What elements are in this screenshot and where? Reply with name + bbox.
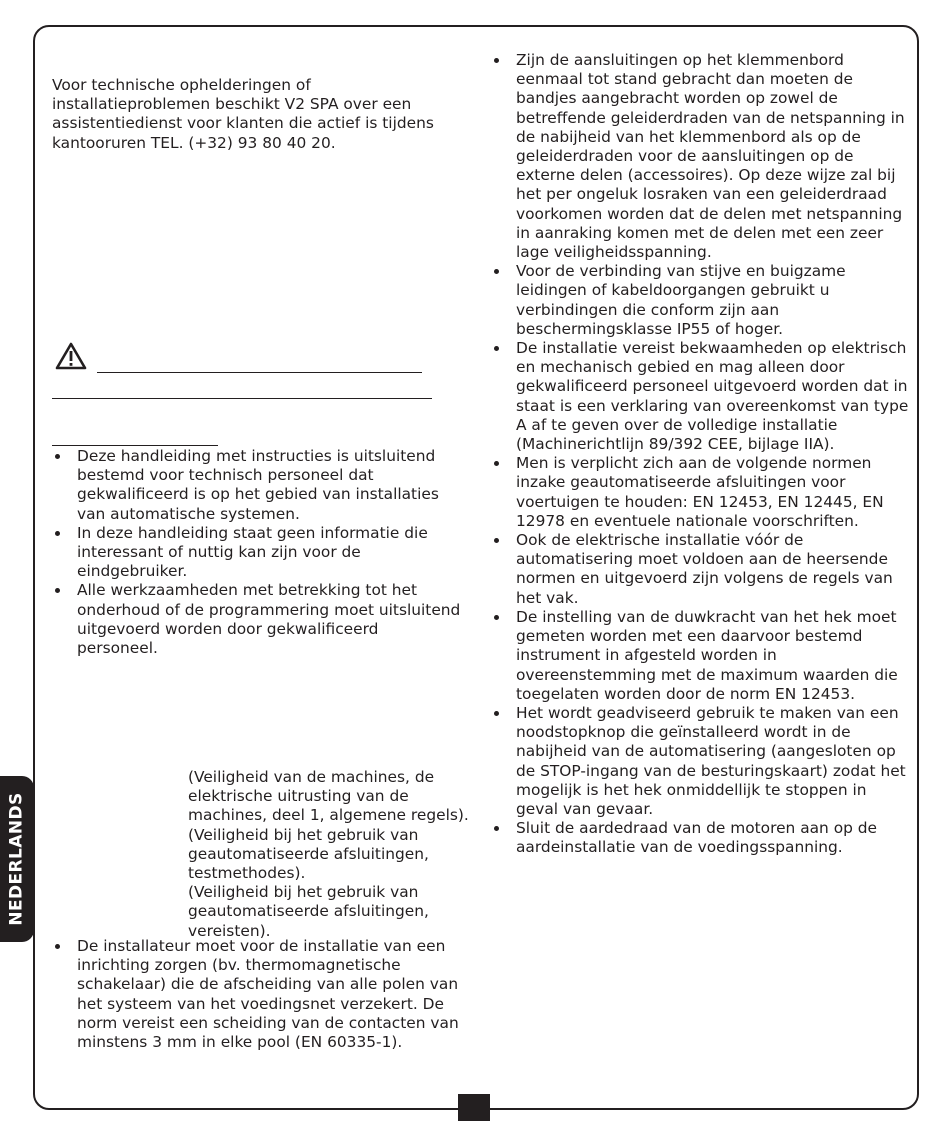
heading-underline: [52, 398, 432, 399]
list-item: Zijn de aansluitingen op het klemmenbord eenmaal tot stand gebracht dan moeten de bandjes aangebracht worden op zowel de betreffende geleiderdraden van de netspanning in de nabijheid van het klemmenbord als op de geleiderdraden voor de aansluitingen op de externe delen (accessoires). Op deze wijze zal bij het per ongeluk losraken van een geleiderdraad voorkomen worden dat de delen met netspanning in aanraking komen met de delen met een zeer lage veiligheidsspanning.: [491, 51, 911, 262]
norm-text: (Veiligheid van de machines, de elektrische uitrusting van de machines, deel 1, algemene regels).: [188, 768, 469, 825]
right-list: [491, 51, 911, 858]
norm-text: (Veiligheid bij het gebruik van geautomatiseerde afsluitingen, testmethodes).: [188, 825, 429, 883]
list-item: Alle werkzaamheden met betrekking tot het onderhoud of de programmering moet uitsluitend uitgevoerd worden door gekwalificeerd personeel.: [52, 581, 462, 658]
list-item: Het wordt geadviseerd gebruik te maken van een noodstopknop die geïnstalleerd wordt in de nabijheid van de automatisering (aangesloten op de STOP-ingang van de besturingskaart) zodat het mogelijk is het hek onmiddellijk te stoppen in geval van gevaar.: [491, 704, 911, 819]
intro-paragraph: Voor technische ophelderingen of installatieproblemen beschikt V2 SPA over een assistentiedienst voor klanten die actief is tijdens kantooruren TEL. (+32) 93 80 40 20.: [52, 76, 434, 152]
language-tab-label: NEDERLANDS: [6, 792, 27, 926]
list-item: Voor de verbinding van stijve en buigzame leidingen of kabeldoorgangen gebruikt u verbindingen die conform zijn aan beschermingsklasse IP55 of hoger.: [491, 262, 911, 339]
list-item: De installateur moet voor de installatie van een inrichting zorgen (bv. thermomagnetische schakelaar) die de afscheiding van alle polen van het systeem van het voedingsnet verzekert. De norm vereist een scheiding van de contacten van minstens 3 mm in elke pool (EN 60335-1).: [52, 937, 462, 1052]
page-number-box: [458, 1094, 490, 1121]
warning-heading: [52, 342, 452, 372]
list-item: De instelling van de duwkracht van het hek moet gemeten worden met een daarvoor bestemd instrument in afgesteld worden in overeenstemming met de maximum waarden die toegelaten worden door de norm EN 12453.: [491, 608, 911, 704]
list-item: De installatie vereist bekwaamheden op elektrisch en mechanisch gebied en mag alleen door gekwalificeerd personeel uitgevoerd worden dat in staat is een verklaring van overeenkomst van type A af te geven over de volledige installatie (Machinerichtlijn 89/392 CEE, bijlage IIA).: [491, 339, 911, 454]
warning-triangle-icon: [55, 342, 87, 370]
warning-list: [52, 447, 462, 658]
language-tab: [0, 776, 34, 942]
norms-list: [188, 768, 478, 941]
list-item: Deze handleiding met instructies is uitsluitend bestemd voor technisch personeel dat gekwalificeerd is op het gebied van installaties van automatische systemen.: [52, 447, 462, 524]
norm-text: (Veiligheid bij het gebruik van geautomatiseerde afsluitingen, vereisten).: [188, 883, 429, 940]
list-item: In deze handleiding staat geen informatie die interessant of nuttig kan zijn voor de eindgebruiker.: [52, 524, 462, 582]
list-item: Sluit de aardedraad van de motoren aan op de aardeinstallatie van de voedingsspanning.: [491, 819, 911, 857]
installer-list: [52, 937, 462, 1052]
list-item: Ook de elektrische installatie vóór de automatisering moet voldoen aan de heersende normen en uitgevoerd zijn volgens de regels van het vak.: [491, 531, 911, 608]
heading-underline: [52, 445, 218, 446]
heading-underline: [97, 372, 422, 373]
list-item: Men is verplicht zich aan de volgende normen inzake geautomatiseerde afsluitingen voor voertuigen te houden: EN 12453, EN 12445, EN 12978 en eventuele nationale voorschriften.: [491, 454, 911, 531]
